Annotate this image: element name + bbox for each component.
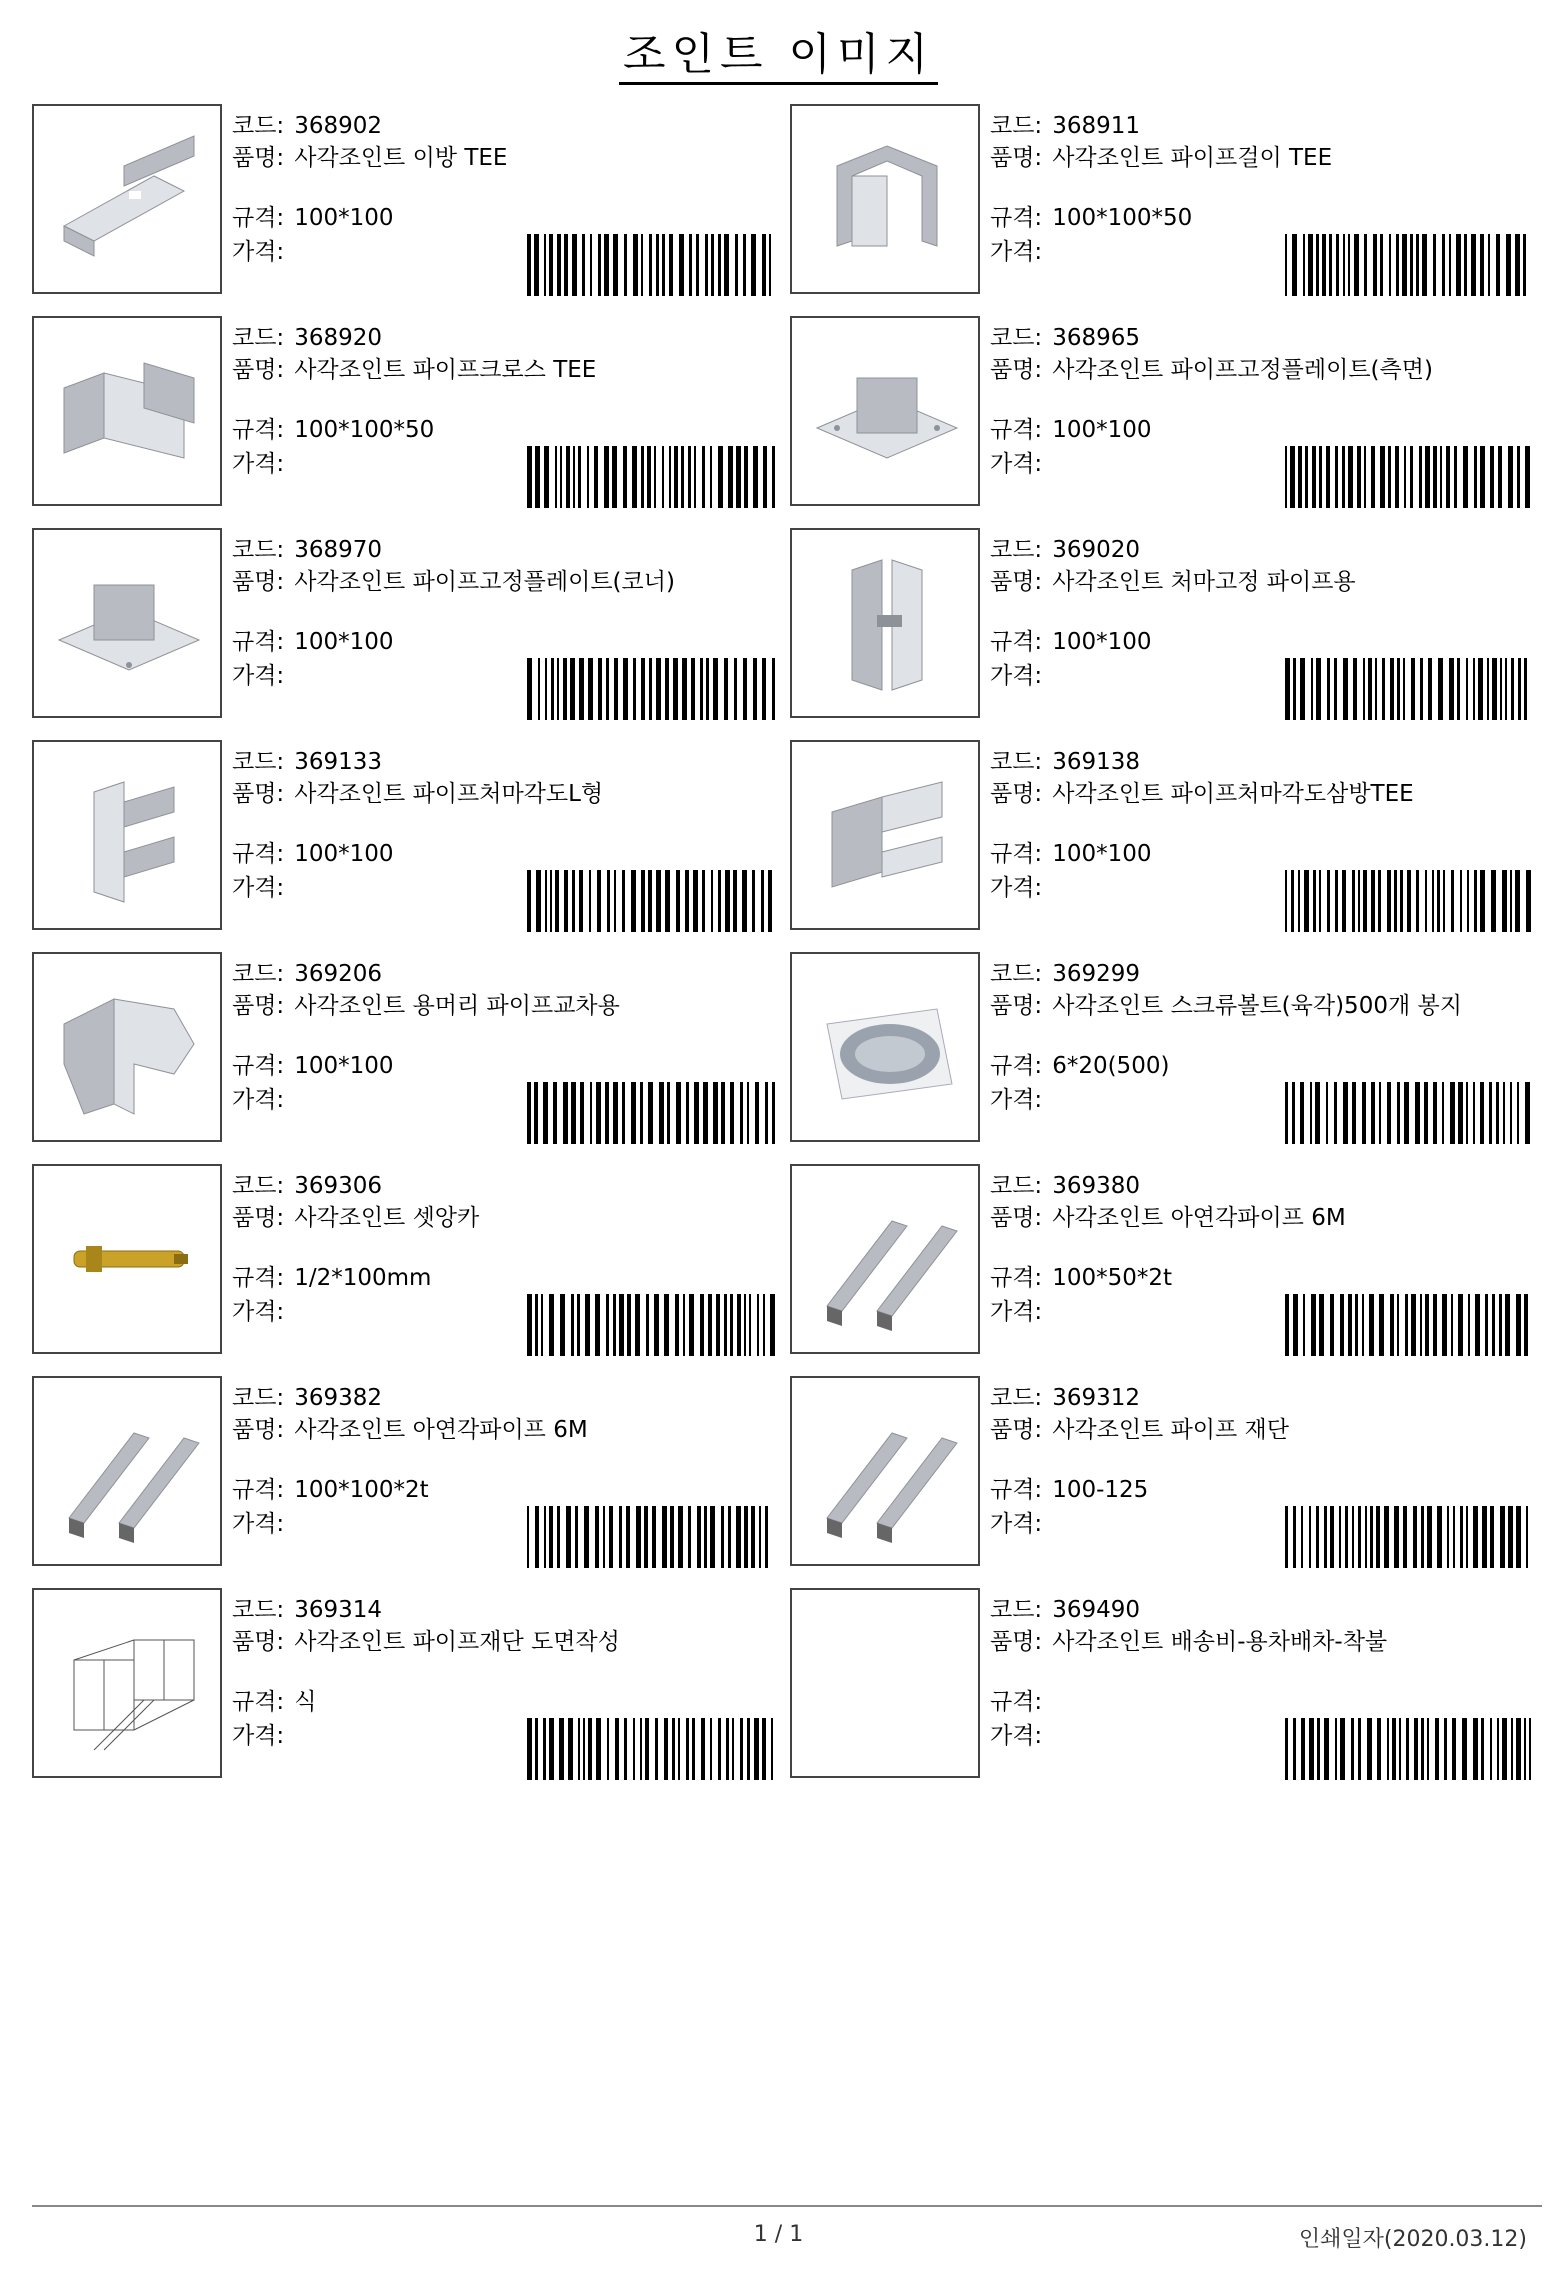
product-code-row — [232, 1594, 382, 1626]
product-spec: 100-125 — [1052, 1477, 1149, 1503]
product-spec: 100*100 — [294, 841, 394, 867]
product-spec-row — [232, 1686, 316, 1718]
product-card — [790, 104, 1535, 296]
product-name-label: 품명: — [990, 357, 1043, 383]
product-name: 사각조인트 이방 TEE — [294, 145, 508, 171]
product-spec: 100*100 — [294, 629, 394, 655]
product-image — [32, 1376, 222, 1566]
product-name: 사각조인트 셋앙카 — [294, 1205, 480, 1231]
product-image — [790, 528, 980, 718]
product-code-row — [232, 322, 382, 354]
product-name-row — [990, 778, 1535, 810]
product-name-label: 품명: — [990, 1629, 1043, 1655]
product-spec-row — [232, 838, 394, 870]
product-name-row — [990, 142, 1535, 174]
product-spec-label: 규격: — [990, 841, 1043, 867]
product-spec-label: 규격: — [990, 1689, 1043, 1715]
product-code: 368965 — [1052, 325, 1140, 351]
product-price-row — [232, 448, 294, 480]
anchor-bolt-icon — [34, 1166, 220, 1352]
product-name-label: 품명: — [990, 781, 1043, 807]
product-card — [790, 1164, 1535, 1356]
product-code: 369299 — [1052, 961, 1140, 987]
product-price-label: 가격: — [990, 663, 1043, 689]
product-spec-label: 규격: — [232, 417, 285, 443]
product-card — [790, 952, 1535, 1144]
product-price-row — [990, 1296, 1052, 1328]
barcode — [1285, 1082, 1535, 1144]
product-name: 사각조인트 스크류볼트(육각)500개 봉지 — [1052, 993, 1462, 1019]
product-spec-label: 규격: — [232, 841, 285, 867]
barcode — [1285, 446, 1535, 508]
barcode — [1285, 1718, 1535, 1780]
product-name-label: 품명: — [232, 993, 285, 1019]
product-spec: 100*100 — [294, 1053, 394, 1079]
product-spec-row — [990, 1686, 1052, 1718]
product-image — [32, 1588, 222, 1778]
product-price-label: 가격: — [232, 875, 285, 901]
barcode — [527, 1506, 777, 1568]
product-code: 369306 — [294, 1173, 382, 1199]
ridge-bracket-icon — [34, 954, 220, 1140]
product-code-row — [232, 110, 382, 142]
product-price-label: 가격: — [232, 1087, 285, 1113]
product-spec-row — [232, 626, 394, 658]
product-code-row — [232, 534, 382, 566]
product-image — [32, 104, 222, 294]
product-code-label: 코드: — [232, 1173, 285, 1199]
product-spec-label: 규격: — [232, 629, 285, 655]
product-code-row — [232, 958, 382, 990]
product-code-label: 코드: — [990, 961, 1043, 987]
product-code: 369382 — [294, 1385, 382, 1411]
product-code-row — [990, 958, 1140, 990]
product-price-row — [990, 236, 1052, 268]
product-code: 368920 — [294, 325, 382, 351]
product-price-row — [990, 1720, 1052, 1752]
product-spec-label: 규격: — [232, 1265, 285, 1291]
product-code-label: 코드: — [232, 749, 285, 775]
product-name: 사각조인트 파이프처마각도L형 — [294, 781, 604, 807]
base-plate-corner-icon — [34, 530, 220, 716]
product-card — [32, 740, 777, 932]
product-spec-label: 규격: — [232, 1477, 285, 1503]
product-price-row — [990, 1508, 1052, 1540]
footer-divider — [32, 2205, 1542, 2207]
product-spec: 100*100 — [294, 205, 394, 231]
product-price-label: 가격: — [232, 1511, 285, 1537]
product-name-row — [990, 1414, 1535, 1446]
product-spec: 100*100 — [1052, 841, 1152, 867]
product-price-row — [990, 872, 1052, 904]
product-card — [790, 1588, 1535, 1780]
three-way-bracket-icon — [792, 742, 978, 928]
product-name-label: 품명: — [990, 569, 1043, 595]
square-pipe-icon — [792, 1378, 978, 1564]
product-name-label: 품명: — [232, 1629, 285, 1655]
product-image — [790, 1164, 980, 1354]
product-price-label: 가격: — [990, 1299, 1043, 1325]
product-name: 사각조인트 아연각파이프 6M — [294, 1417, 588, 1443]
barcode — [527, 1294, 777, 1356]
product-code-label: 코드: — [232, 325, 285, 351]
product-code-label: 코드: — [990, 1173, 1043, 1199]
product-image — [790, 104, 980, 294]
product-spec-row — [232, 1050, 394, 1082]
print-date: 인쇄일자(2020.03.12) — [1298, 2227, 1527, 2252]
product-card — [32, 316, 777, 508]
square-pipe-icon — [34, 1378, 220, 1564]
product-spec-label: 규격: — [990, 1053, 1043, 1079]
structure-drawing-icon — [34, 1590, 220, 1776]
product-spec-row — [232, 414, 434, 446]
barcode — [1285, 1506, 1535, 1568]
barcode — [527, 446, 777, 508]
product-name: 사각조인트 파이프크로스 TEE — [294, 357, 597, 383]
product-name-label: 품명: — [232, 145, 285, 171]
product-image — [790, 1376, 980, 1566]
product-spec: 100*100*50 — [1052, 205, 1193, 231]
product-name: 사각조인트 파이프 재단 — [1052, 1417, 1289, 1443]
product-spec-label: 규격: — [990, 1265, 1043, 1291]
product-card — [32, 952, 777, 1144]
product-card — [32, 1164, 777, 1356]
product-spec-row — [990, 1262, 1172, 1294]
barcode — [527, 1082, 777, 1144]
product-price-label: 가격: — [990, 451, 1043, 477]
barcode — [1285, 658, 1535, 720]
product-code: 369314 — [294, 1597, 382, 1623]
product-card — [32, 528, 777, 720]
product-spec: 100*50*2t — [1052, 1265, 1173, 1291]
product-spec: 1/2*100mm — [294, 1265, 432, 1291]
product-code: 369020 — [1052, 537, 1140, 563]
product-spec: 100*100*50 — [294, 417, 435, 443]
product-price-label: 가격: — [232, 239, 285, 265]
product-name-row — [232, 990, 777, 1022]
product-card — [32, 104, 777, 296]
product-name-row — [232, 1626, 777, 1658]
product-spec-label: 규격: — [990, 417, 1043, 443]
product-code-row — [990, 746, 1140, 778]
product-name-row — [990, 1202, 1535, 1234]
product-code-label: 코드: — [232, 537, 285, 563]
product-name-row — [232, 1202, 777, 1234]
product-code: 369133 — [294, 749, 382, 775]
product-spec: 100*100*2t — [294, 1477, 429, 1503]
h-bracket-icon — [792, 530, 978, 716]
product-image — [790, 316, 980, 506]
product-price-label: 가격: — [990, 1087, 1043, 1113]
product-spec-row — [232, 202, 394, 234]
barcode — [527, 658, 777, 720]
product-name: 사각조인트 처마고정 파이프용 — [1052, 569, 1356, 595]
product-code-label: 코드: — [990, 749, 1043, 775]
product-spec-label: 규격: — [232, 205, 285, 231]
barcode — [527, 1718, 777, 1780]
product-name-label: 품명: — [990, 145, 1043, 171]
product-spec: 100*100 — [1052, 417, 1152, 443]
product-price-label: 가격: — [232, 663, 285, 689]
product-name: 사각조인트 파이프재단 도면작성 — [294, 1629, 620, 1655]
product-name-row — [990, 990, 1535, 1022]
product-name: 사각조인트 아연각파이프 6M — [1052, 1205, 1346, 1231]
product-code-label: 코드: — [990, 1385, 1043, 1411]
product-name-row — [232, 778, 777, 810]
product-code: 369490 — [1052, 1597, 1140, 1623]
product-spec-row — [990, 1050, 1169, 1082]
base-plate-icon — [792, 318, 978, 504]
product-name: 사각조인트 파이프처마각도삼방TEE — [1052, 781, 1414, 807]
product-price-label: 가격: — [232, 1723, 285, 1749]
product-spec-row — [990, 1474, 1148, 1506]
product-card — [32, 1588, 777, 1780]
product-name-label: 품명: — [232, 781, 285, 807]
product-name: 사각조인트 파이프고정플레이트(측면) — [1052, 357, 1433, 383]
product-name-label: 품명: — [232, 1417, 285, 1443]
product-price-row — [232, 1084, 294, 1116]
product-name-row — [990, 354, 1535, 386]
product-spec: 6*20(500) — [1052, 1053, 1170, 1079]
product-price-row — [990, 1084, 1052, 1116]
product-name-label: 품명: — [990, 993, 1043, 1019]
product-image — [32, 740, 222, 930]
product-spec-row — [232, 1474, 429, 1506]
product-code-label: 코드: — [232, 1385, 285, 1411]
product-price-row — [990, 660, 1052, 692]
product-code-label: 코드: — [990, 113, 1043, 139]
product-spec-label: 규격: — [990, 1477, 1043, 1503]
page-number: 1 / 1 — [753, 2222, 804, 2247]
product-name-label: 품명: — [232, 569, 285, 595]
product-name-row — [232, 142, 777, 174]
product-code-label: 코드: — [232, 113, 285, 139]
product-spec-label: 규격: — [990, 205, 1043, 231]
product-price-row — [232, 1508, 294, 1540]
product-spec-row — [232, 1262, 431, 1294]
barcode — [1285, 234, 1535, 296]
product-code-row — [990, 110, 1140, 142]
product-code: 368911 — [1052, 113, 1140, 139]
product-price-row — [232, 872, 294, 904]
product-price-label: 가격: — [990, 239, 1043, 265]
product-spec: 100*100 — [1052, 629, 1152, 655]
product-name-label: 품명: — [232, 1205, 285, 1231]
product-name: 사각조인트 배송비-용차배차-착불 — [1052, 1629, 1388, 1655]
l-bracket-icon — [34, 742, 220, 928]
product-code-row — [990, 1382, 1140, 1414]
product-image — [32, 316, 222, 506]
product-image — [790, 740, 980, 930]
channel-bracket-icon — [34, 106, 220, 292]
product-name: 사각조인트 용머리 파이프교차용 — [294, 993, 620, 1019]
product-spec-row — [990, 838, 1152, 870]
product-name-row — [232, 354, 777, 386]
product-card — [790, 1376, 1535, 1568]
product-code-row — [990, 1594, 1140, 1626]
product-code-label: 코드: — [990, 325, 1043, 351]
product-name-row — [990, 566, 1535, 598]
product-price-row — [232, 660, 294, 692]
product-image — [32, 952, 222, 1142]
cross-bracket-icon — [34, 318, 220, 504]
pipe-hanger-icon — [792, 106, 978, 292]
product-code-label: 코드: — [232, 1597, 285, 1623]
product-spec-row — [990, 202, 1192, 234]
product-price-row — [232, 1720, 294, 1752]
product-image — [790, 952, 980, 1142]
product-name-label: 품명: — [990, 1417, 1043, 1443]
product-name-row — [990, 1626, 1535, 1658]
product-code-row — [990, 534, 1140, 566]
product-name-label: 품명: — [232, 357, 285, 383]
product-code-label: 코드: — [990, 1597, 1043, 1623]
product-code-label: 코드: — [990, 537, 1043, 563]
product-price-row — [232, 1296, 294, 1328]
product-price-label: 가격: — [232, 451, 285, 477]
product-code: 368970 — [294, 537, 382, 563]
product-price-label: 가격: — [232, 1299, 285, 1325]
product-name: 사각조인트 파이프고정플레이트(코너) — [294, 569, 675, 595]
product-code-row — [990, 1170, 1140, 1202]
product-code: 369138 — [1052, 749, 1140, 775]
product-code-label: 코드: — [232, 961, 285, 987]
product-image — [790, 1588, 980, 1778]
product-spec-row — [990, 414, 1152, 446]
product-spec-label: 규격: — [232, 1689, 285, 1715]
product-name-label: 품명: — [990, 1205, 1043, 1231]
product-code-row — [232, 1382, 382, 1414]
barcode — [527, 234, 777, 296]
product-code: 369312 — [1052, 1385, 1140, 1411]
product-price-label: 가격: — [990, 875, 1043, 901]
product-name: 사각조인트 파이프걸이 TEE — [1052, 145, 1333, 171]
product-card — [790, 316, 1535, 508]
product-card — [790, 740, 1535, 932]
product-price-label: 가격: — [990, 1723, 1043, 1749]
product-code-row — [232, 1170, 382, 1202]
product-code: 369206 — [294, 961, 382, 987]
product-name-row — [232, 1414, 777, 1446]
product-image — [32, 528, 222, 718]
product-price-label: 가격: — [990, 1511, 1043, 1537]
product-code-row — [990, 322, 1140, 354]
product-spec-label: 규격: — [990, 629, 1043, 655]
product-spec: 식 — [294, 1689, 317, 1715]
product-card — [790, 528, 1535, 720]
product-name-row — [232, 566, 777, 598]
product-spec-row — [990, 626, 1152, 658]
screw-bag-icon — [792, 954, 978, 1140]
product-spec-label: 규격: — [232, 1053, 285, 1079]
page-title: 조인트 이미지 — [0, 18, 1557, 82]
product-price-row — [232, 236, 294, 268]
product-code-row — [232, 746, 382, 778]
barcode — [1285, 1294, 1535, 1356]
product-price-row — [990, 448, 1052, 480]
product-image — [32, 1164, 222, 1354]
barcode — [1285, 870, 1535, 932]
barcode — [527, 870, 777, 932]
product-card — [32, 1376, 777, 1568]
product-code: 368902 — [294, 113, 382, 139]
square-pipe-icon — [792, 1166, 978, 1352]
product-code: 369380 — [1052, 1173, 1140, 1199]
